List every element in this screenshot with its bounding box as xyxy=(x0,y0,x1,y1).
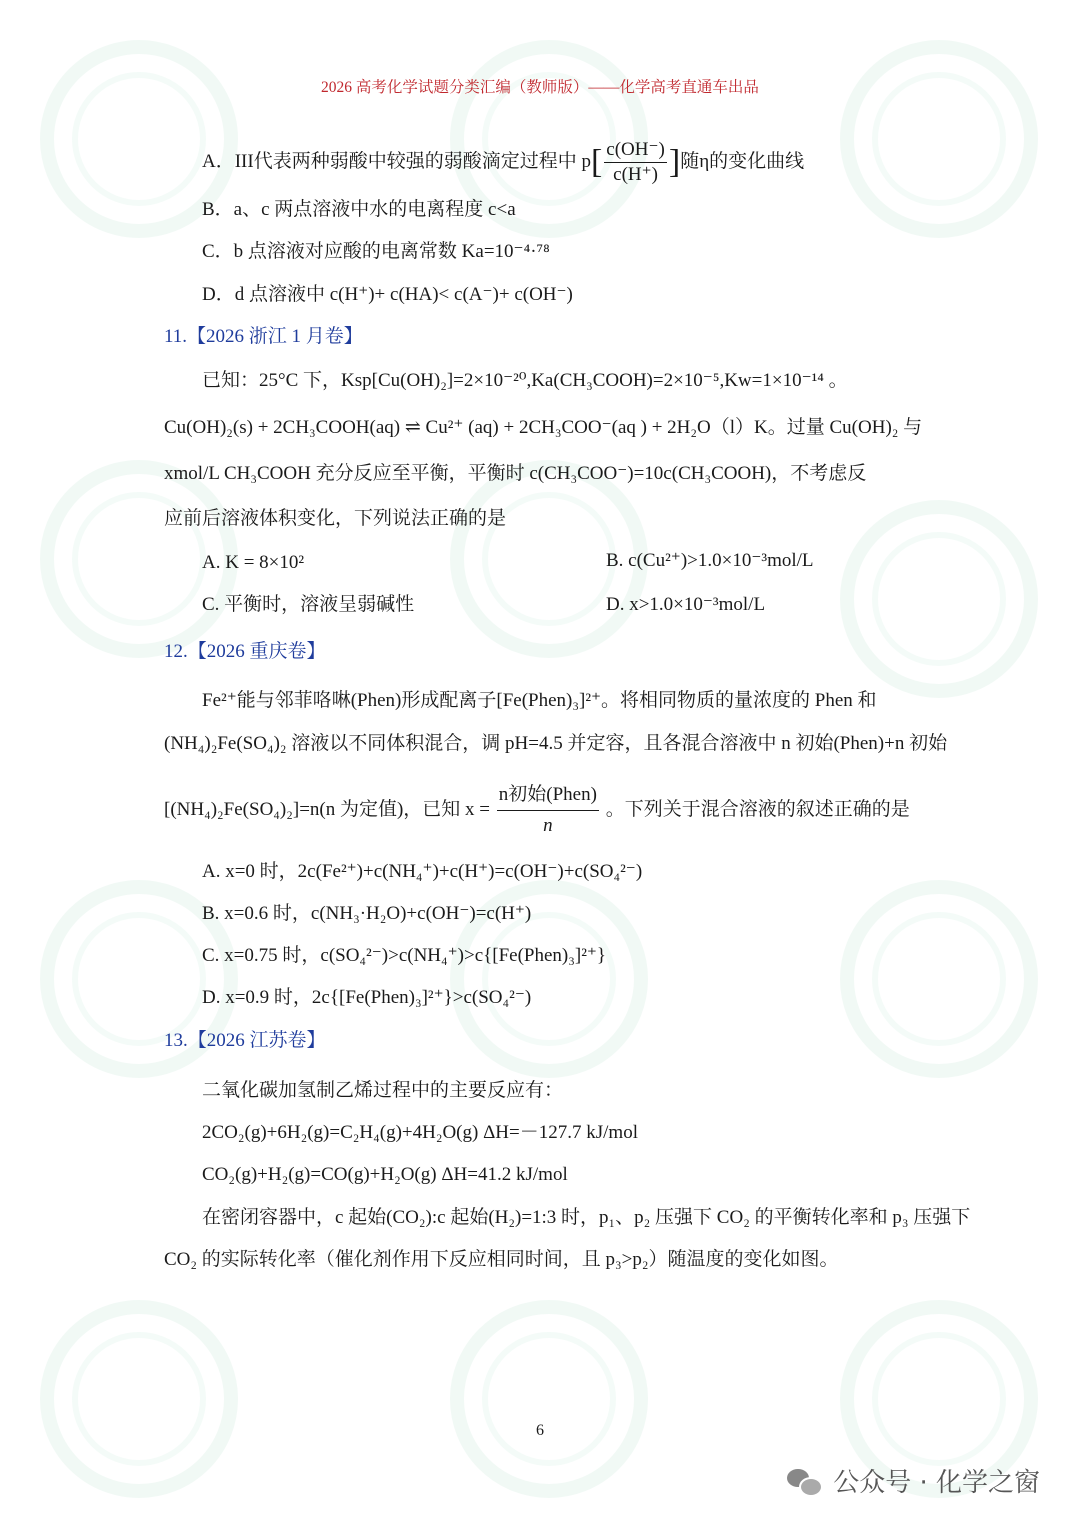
q11-text-3: xmol/L CH₃COOH 充分反应至平衡，平衡时 c(CH₃COO⁻)=10c(CH₃COOH)，不考虑反 xyxy=(164,463,867,484)
q10-option-b: B．a、c 两点溶液中水的电离程度 c<a xyxy=(202,199,516,220)
option-text: A．III代表两种弱酸中较强的弱酸滴定过程中 p xyxy=(202,150,591,172)
watermark-seal xyxy=(840,40,1038,238)
q13-reaction-1: 2CO₂(g)+6H₂(g)=C₂H₄(g)+4H₂O(g) ΔH=－127.7 kJ/mol xyxy=(202,1122,638,1143)
q13-label xyxy=(164,1029,326,1053)
fraction-denominator: n xyxy=(543,815,553,836)
q10-option-d: D．d 点溶液中 c(H⁺)+ c(HA)< c(A⁻)+ c(OH⁻) xyxy=(202,284,573,305)
q13-text-1: 二氧化碳加氢制乙烯过程中的主要反应有： xyxy=(202,1080,564,1101)
q12-option-c: C. x=0.75 时，c(SO₄²⁻)>c(NH₄⁺)>c{[Fe(Phen)₃]²⁺} xyxy=(202,945,607,966)
q11-option-b: B. c(Cu²⁺)>1.0×10⁻³mol/L xyxy=(606,550,814,571)
q11-option-d: D. x>1.0×10⁻³mol/L xyxy=(606,594,766,615)
q13-reaction-2: CO₂(g)+H₂(g)=CO(g)+H₂O(g) ΔH=41.2 kJ/mol xyxy=(202,1164,568,1185)
question-source: 【2026 浙江 1 月卷】 xyxy=(187,326,363,347)
fraction-numerator: c(OH⁻) xyxy=(604,138,667,163)
page-number: 6 xyxy=(536,1422,544,1439)
question-source: 【2026 江苏卷】 xyxy=(187,1030,326,1051)
formula-text: [(NH₄)₂Fe(SO₄)₂]=n(n 为定值)，已知 x = xyxy=(164,798,491,820)
q11-option-c: C. 平衡时，溶液呈弱碱性 xyxy=(202,594,415,615)
q11-text-4: 应前后溶液体积变化，下列说法正确的是 xyxy=(164,508,507,529)
q12-text-3 xyxy=(164,780,910,841)
formula-text: 。下列关于混合溶液的叙述正确的是 xyxy=(605,798,910,820)
fraction xyxy=(497,780,599,841)
q11-text-2: Cu(OH)₂(s) + 2CH₃COOH(aq) ⇌ Cu²⁺ (aq) + 2CH₃COO⁻(aq ) + 2H₂O（l）K。过量 Cu(OH)₂ 与 xyxy=(164,417,923,438)
q10-option-c: C．b 点溶液对应酸的电离常数 Ka=10⁻⁴·⁷⁸ xyxy=(202,241,550,262)
fraction xyxy=(604,138,667,187)
q11-text-1: 已知：25°C 下，Ksp[Cu(OH)₂]=2×10⁻²⁰,Ka(CH₃COOH)=2×10⁻⁵,Kw=1×10⁻¹⁴ 。 xyxy=(202,370,848,391)
q12-text-1: Fe²⁺能与邻菲咯啉(Phen)形成配离子[Fe(Phen)₃]²⁺。将相同物质的量浓度的 Phen 和 xyxy=(202,690,877,711)
q12-label xyxy=(164,640,326,664)
fraction-numerator: n初始(Phen) xyxy=(497,780,599,811)
q12-option-a: A. x=0 时，2c(Fe²⁺)+c(NH₄⁺)+c(H⁺)=c(OH⁻)+c(SO₄²⁻) xyxy=(202,861,643,882)
q12-option-d: D. x=0.9 时，2c{[Fe(Phen)₃]²⁺}>c(SO₄²⁻) xyxy=(202,987,532,1008)
bracket-left: [ xyxy=(590,143,603,181)
q13-text-2: 在密闭容器中，c 起始(CO₂):c 起始(H₂)=1:3 时，p₁、p₂ 压强下 CO₂ 的平衡转化率和 p₃ 压强下 xyxy=(202,1207,971,1228)
question-number: 13. xyxy=(164,1030,188,1051)
watermark-seal xyxy=(840,500,1038,698)
question-source: 【2026 重庆卷】 xyxy=(187,641,326,662)
q11-option-a: A. K = 8×10² xyxy=(202,552,305,573)
q12-option-b: B. x=0.6 时，c(NH₃·H₂O)+c(OH⁻)=c(H⁺) xyxy=(202,903,532,924)
question-number: 11. xyxy=(164,326,188,347)
option-text: 随η的变化曲线 xyxy=(680,150,805,172)
q11-label xyxy=(164,325,363,349)
wechat-footer xyxy=(787,1462,1040,1499)
page-header: 2026 高考化学试题分类汇编（教师版）——化学高考直通车出品 xyxy=(321,79,759,96)
question-number: 12. xyxy=(164,641,188,662)
q13-text-3: CO₂ 的实际转化率（催化剂作用下反应相同时间，且 p₃>p₂）随温度的变化如图。 xyxy=(164,1249,839,1270)
bracket-right: ] xyxy=(668,143,681,181)
q10-option-a xyxy=(202,138,804,187)
fraction-denominator: c(H⁺) xyxy=(613,164,658,185)
footer-text: 公众号 · 化学之窗 xyxy=(833,1468,1040,1498)
wechat-icon xyxy=(787,1467,823,1495)
watermark-seal xyxy=(40,1300,238,1498)
watermark-seal xyxy=(840,880,1038,1078)
watermark-seal xyxy=(450,1300,648,1498)
q12-text-2: (NH₄)₂Fe(SO₄)₂ 溶液以不同体积混合，调 pH=4.5 并定容，且各混合溶液中 n 初始(Phen)+n 初始 xyxy=(164,733,948,754)
